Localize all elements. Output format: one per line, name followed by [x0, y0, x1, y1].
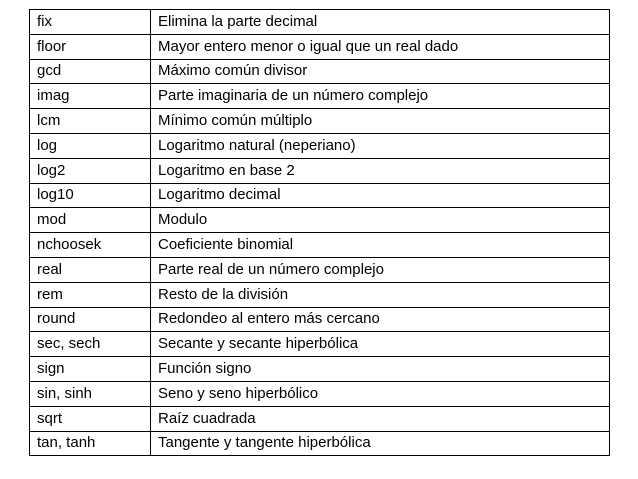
function-description-cell: Logaritmo en base 2 [151, 158, 610, 183]
function-name-cell: lcm [30, 109, 151, 134]
function-description-cell: Resto de la división [151, 282, 610, 307]
table-row [30, 158, 610, 183]
function-description-cell: Tangente y tangente hiperbólica [151, 431, 610, 456]
function-description-cell: Logaritmo natural (neperiano) [151, 133, 610, 158]
function-description-cell: Función signo [151, 357, 610, 382]
table-row [30, 183, 610, 208]
function-description-cell: Mínimo común múltiplo [151, 109, 610, 134]
table-row [30, 431, 610, 456]
functions-table-body [30, 10, 610, 456]
table-row [30, 282, 610, 307]
function-name-cell: mod [30, 208, 151, 233]
function-name-cell: gcd [30, 59, 151, 84]
function-description-cell: Parte real de un número complejo [151, 257, 610, 282]
function-name-cell: imag [30, 84, 151, 109]
function-description-cell: Coeficiente binomial [151, 233, 610, 258]
function-name-cell: log10 [30, 183, 151, 208]
function-name-cell: fix [30, 10, 151, 35]
table-row [30, 357, 610, 382]
function-description-cell: Modulo [151, 208, 610, 233]
function-name-cell: nchoosek [30, 233, 151, 258]
function-description-cell: Mayor entero menor o igual que un real dado [151, 34, 610, 59]
function-description-cell: Redondeo al entero más cercano [151, 307, 610, 332]
function-name-cell: sqrt [30, 406, 151, 431]
table-row [30, 406, 610, 431]
table-row [30, 332, 610, 357]
function-name-cell: tan, tanh [30, 431, 151, 456]
function-description-cell: Logaritmo decimal [151, 183, 610, 208]
function-description-cell: Secante y secante hiperbólica [151, 332, 610, 357]
function-name-cell: sec, sech [30, 332, 151, 357]
function-name-cell: real [30, 257, 151, 282]
function-description-cell: Elimina la parte decimal [151, 10, 610, 35]
table-row [30, 109, 610, 134]
function-description-cell: Máximo común divisor [151, 59, 610, 84]
function-name-cell: log [30, 133, 151, 158]
function-name-cell: floor [30, 34, 151, 59]
table-row [30, 381, 610, 406]
function-name-cell: log2 [30, 158, 151, 183]
functions-table [29, 9, 610, 456]
table-row [30, 84, 610, 109]
table-row [30, 59, 610, 84]
table-row [30, 257, 610, 282]
function-name-cell: rem [30, 282, 151, 307]
function-description-cell: Raíz cuadrada [151, 406, 610, 431]
function-name-cell: sign [30, 357, 151, 382]
table-row [30, 208, 610, 233]
table-row [30, 233, 610, 258]
table-row [30, 133, 610, 158]
function-description-cell: Seno y seno hiperbólico [151, 381, 610, 406]
function-description-cell: Parte imaginaria de un número complejo [151, 84, 610, 109]
table-row [30, 307, 610, 332]
function-name-cell: sin, sinh [30, 381, 151, 406]
table-row [30, 34, 610, 59]
table-row [30, 10, 610, 35]
function-name-cell: round [30, 307, 151, 332]
